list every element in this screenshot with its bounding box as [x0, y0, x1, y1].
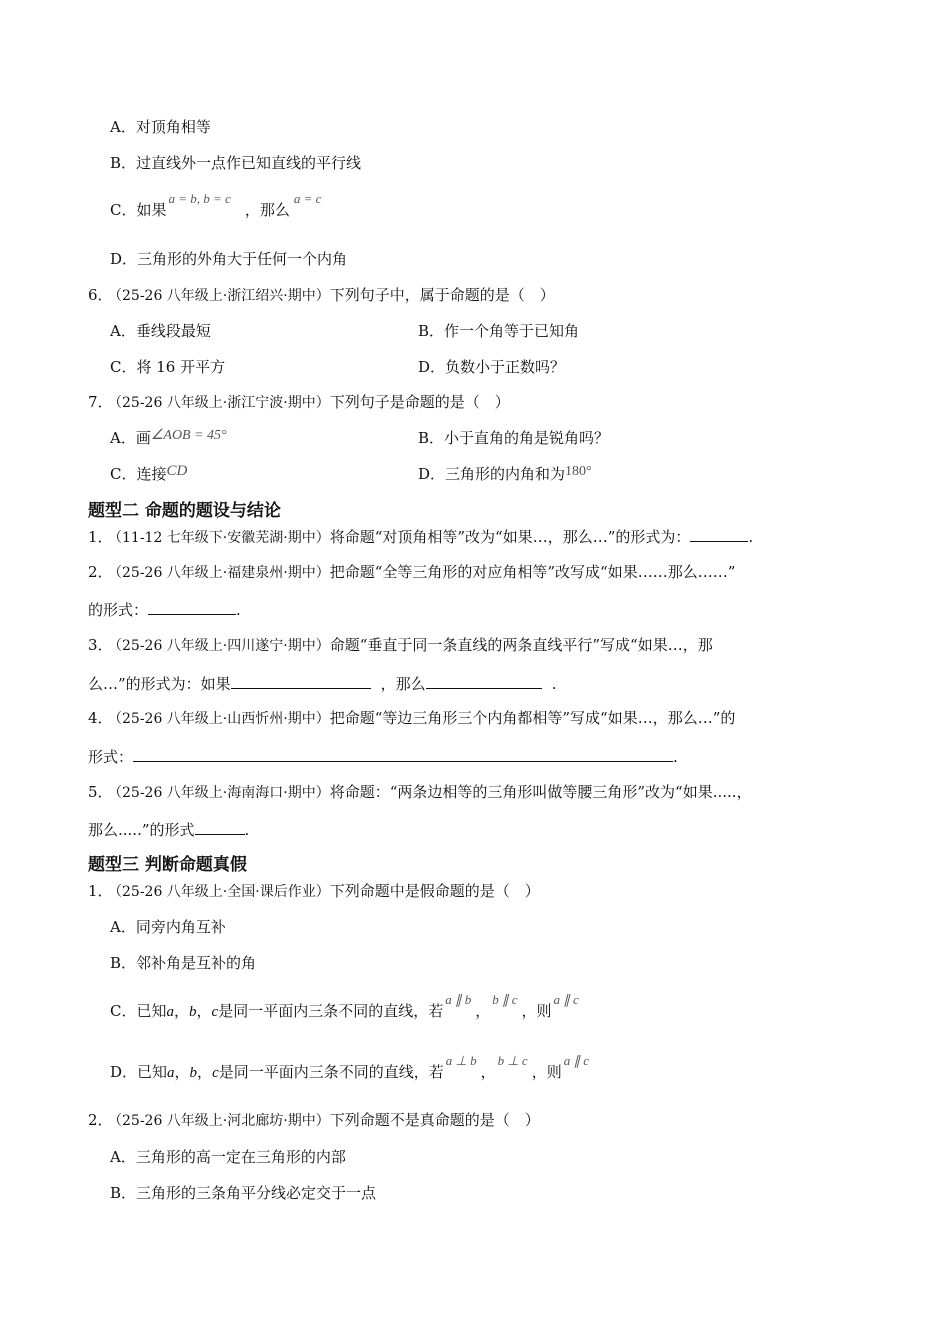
comma: ，: [174, 1063, 190, 1081]
q7-option-d-math: 180°: [565, 464, 592, 479]
option-then: ，则: [531, 1063, 562, 1081]
question-number: 1．: [88, 528, 113, 546]
q7-option-d-prefix: D．三角形的内角和为: [418, 465, 566, 483]
math-expr-2: b ∥ c: [492, 992, 518, 1007]
q5-option-c-math1: a = b, b = c: [168, 191, 231, 206]
comma: ，: [196, 1002, 212, 1020]
s3-q1-option-b: B．邻补角是互补的角: [110, 954, 257, 972]
comma: ，: [173, 1002, 189, 1020]
q7-option-b: B．小于直角的角是锐角吗？: [418, 429, 610, 447]
question-6: [88, 285, 555, 306]
question-end: .: [673, 748, 678, 766]
q5-option-d: D．三角形的外角大于任何一个内角: [110, 250, 348, 268]
q7-option-a-math: ∠AOB = 45°: [150, 428, 227, 443]
answer-blank-if[interactable]: [231, 673, 371, 689]
answer-blank-then[interactable]: [426, 673, 542, 689]
question-end: .: [236, 601, 241, 619]
math-expr-1: a ∥ b: [445, 992, 472, 1007]
s3-question-1: [88, 881, 540, 902]
q7-option-a-prefix: A．画: [110, 429, 151, 447]
q7-option-c: [110, 464, 187, 485]
s3-q1-option-c: [110, 992, 579, 1022]
s2-question-3: [88, 635, 713, 656]
question-stem: 下列命题中是假命题的是（ ）: [329, 882, 540, 900]
question-number: 2．: [88, 563, 113, 581]
s3-q1-option-d: [110, 1053, 589, 1083]
question-stem: 将命题：“两条边相等的三角形叫做等腰三角形”改为“如果.....，: [329, 783, 752, 801]
answer-blank[interactable]: [690, 526, 748, 542]
question-end: .: [551, 675, 557, 693]
q5-option-c: [110, 191, 322, 221]
question-stem: 把命题“等边三角形三个内角都相等”写成“如果…，那么…”的: [329, 709, 736, 727]
question-end: .: [748, 528, 754, 546]
comma: ，: [197, 1063, 213, 1081]
comma: ，: [475, 1002, 491, 1020]
q6-option-d: D．负数小于正数吗？: [418, 358, 566, 376]
question-number: 4．: [88, 709, 113, 727]
option-stem: 是同一平面内三条不同的直线，若: [218, 1063, 444, 1081]
s2-question-1: [88, 526, 753, 548]
section-3-title: 题型三 判断命题真假: [88, 855, 247, 875]
q5-option-c-prefix: C．如果: [110, 201, 167, 219]
s2-question-3-line2: [88, 673, 556, 694]
question-stem-cont: 么…”的形式为：如果: [88, 675, 231, 693]
s2-question-2-line2: [88, 599, 241, 620]
q6-option-b: B．作一个角等于已知角: [418, 322, 580, 340]
question-stem-cont: 形式：: [88, 748, 134, 766]
var-a: a: [166, 1004, 174, 1020]
question-stem-mid: ，那么: [380, 675, 426, 693]
q7-option-d: [418, 464, 592, 486]
comma: ，: [480, 1063, 496, 1081]
s2-question-4-line2: [88, 746, 678, 767]
s3-q1-option-a: A．同旁内角互补: [110, 918, 226, 936]
math-expr-3: a ∥ c: [553, 992, 579, 1007]
question-source: （25-26 八年级上·山西忻州·期中）: [108, 711, 330, 727]
question-number: 2．: [88, 1111, 113, 1129]
var-a: a: [167, 1065, 175, 1081]
option-then: ，则: [521, 1002, 552, 1020]
s3-q2-option-b: B．三角形的三条角平分线必定交于一点: [110, 1184, 377, 1202]
q5-option-c-math2: a = c: [293, 191, 322, 206]
math-expr-1: a ⊥ b: [445, 1053, 477, 1068]
answer-blank[interactable]: [133, 746, 673, 762]
question-stem-cont: 的形式：: [88, 601, 149, 619]
option-prefix: C．已知: [110, 1002, 167, 1020]
question-number: 6．: [88, 286, 113, 304]
s2-question-2: [88, 562, 735, 583]
question-source: （25-26 八年级上·海南海口·期中）: [108, 785, 330, 801]
q7-option-a: [110, 428, 227, 450]
q6-option-c: C．将 16 开平方: [110, 358, 226, 376]
var-c: c: [212, 1065, 219, 1081]
question-stem: 下列句子是命题的是（ ）: [329, 393, 510, 411]
question-stem: 把命题“全等三角形的对应角相等”改写成“如果……那么……”: [329, 563, 736, 581]
section-2-title: 题型二 命题的题设与结论: [88, 501, 281, 521]
question-number: 3．: [88, 636, 113, 654]
math-expr-2: b ⊥ c: [497, 1053, 528, 1068]
q5-option-c-mid: ，那么: [244, 201, 290, 219]
question-source: （25-26 八年级上·四川遂宁·期中）: [108, 638, 330, 654]
question-stem: 下列句子中，属于命题的是（ ）: [329, 286, 555, 304]
q6-option-a: A．垂线段最短: [110, 322, 211, 340]
question-stem-cont: 那么.....”的形式: [88, 821, 195, 839]
question-source: （25-26 八年级上·浙江绍兴·期中）: [108, 288, 330, 304]
var-b: b: [189, 1065, 198, 1081]
s2-question-5-line2: [88, 819, 249, 840]
question-stem: 将命题“对顶角相等”改为“如果…，那么…”的形式为：: [329, 528, 691, 546]
question-source: （25-26 八年级上·河北廊坊·期中）: [108, 1113, 330, 1129]
var-c: c: [211, 1004, 219, 1020]
question-stem: 下列命题不是真命题的是（ ）: [329, 1111, 540, 1129]
option-stem: 是同一平面内三条不同的直线，若: [218, 1002, 444, 1020]
answer-blank[interactable]: [148, 599, 236, 615]
question-end: .: [244, 821, 250, 839]
s3-question-2: [88, 1110, 540, 1131]
question-source: （25-26 八年级上·浙江宁波·期中）: [108, 395, 330, 411]
question-7: [88, 392, 510, 413]
question-stem: 命题“垂直于同一条直线的两条直线平行”写成“如果…，那: [329, 636, 713, 654]
q5-option-b: B．过直线外一点作已知直线的平行线: [110, 154, 362, 172]
answer-blank[interactable]: [195, 819, 245, 835]
s2-question-5: [88, 782, 752, 803]
question-number: 5．: [88, 783, 113, 801]
option-prefix: D．已知: [110, 1063, 168, 1081]
question-number: 1．: [88, 882, 113, 900]
q7-option-c-prefix: C．连接: [110, 465, 167, 483]
s2-question-4: [88, 708, 735, 729]
question-source: （11-12 七年级下·安徽芜湖·期中）: [108, 530, 330, 546]
question-source: （25-26 八年级上·福建泉州·期中）: [108, 565, 330, 581]
s3-q2-option-a: A．三角形的高一定在三角形的内部: [110, 1148, 346, 1166]
var-b: b: [189, 1004, 197, 1020]
q7-option-c-math: CD: [166, 463, 188, 479]
question-source: （25-26 八年级上·全国·课后作业）: [108, 884, 330, 900]
question-number: 7．: [88, 393, 113, 411]
q5-option-a: A．对顶角相等: [110, 118, 211, 136]
math-expr-3: a ∥ c: [563, 1053, 589, 1068]
